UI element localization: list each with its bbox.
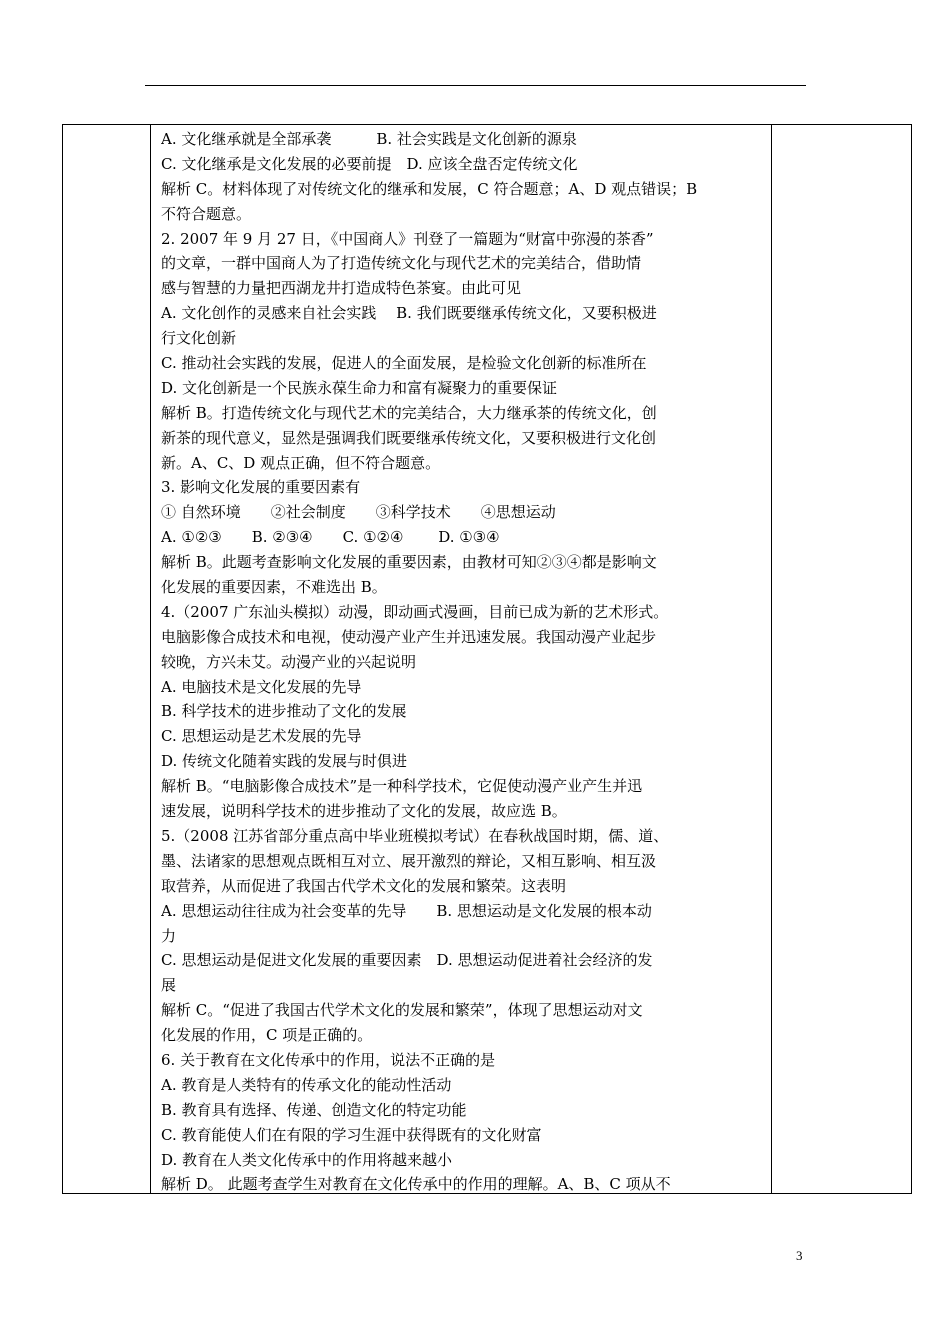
text-line: A. 电脑技术是文化发展的先导 [161, 677, 362, 696]
text-line: A. 文化创作的灵感来自社会实践 B. 我们既要继承传统文化，又要积极进 [161, 304, 657, 323]
text-line: 取营养，从而促进了我国古代学术文化的发展和繁荣。这表明 [161, 876, 567, 895]
text-line: 解析 D。 此题考查学生对教育在文化传承中的作用的理解。A、B、C 项从不 [161, 1175, 671, 1193]
page-number: 3 [796, 1248, 803, 1263]
text-line: C. 文化继承是文化发展的必要前提 D. 应该全盘否定传统文化 [161, 154, 578, 173]
text-line: 3. 影响文化发展的重要因素有 [161, 478, 361, 497]
text-line: D. 传统文化随着实践的发展与时俱进 [161, 752, 408, 771]
text-line: 6. 关于教育在文化传承中的作用，说法不正确的是 [161, 1050, 496, 1069]
text-line: 电脑影像合成技术和电视，使动漫产业产生并迅速发展。我国动漫产业起步 [161, 627, 657, 646]
text-line: 展 [161, 976, 177, 995]
main-content-cell [151, 125, 771, 1193]
text-line: 解析 B。打造传统文化与现代艺术的完美结合，大力继承茶的传统文化，创 [161, 403, 657, 422]
text-line: 感与智慧的力量把西湖龙井打造成特色茶宴。由此可见 [161, 279, 522, 298]
text-line: A. 思想运动往往成为社会变革的先导 B. 思想运动是文化发展的根本动 [161, 901, 652, 920]
text-line: C. 思想运动是艺术发展的先导 [161, 727, 362, 746]
header-rule [145, 85, 806, 86]
text-line: 化发展的重要因素，不难选出 B。 [161, 578, 387, 597]
text-line: C. 教育能使人们在有限的学习生涯中获得既有的文化财富 [161, 1125, 542, 1144]
text-line: 较晚，方兴未艾。动漫产业的兴起说明 [161, 652, 417, 671]
text-line: B. 教育具有选择、传递、创造文化的特定功能 [161, 1100, 467, 1119]
text-line: A. ①②③ B. ②③④ C. ①②④ D. ①③④ [161, 528, 500, 547]
text-line: 墨、法诸家的思想观点既相互对立、展开激烈的辩论，又相互影响、相互汲 [161, 851, 657, 870]
text-line: ① 自然环境 ②社会制度 ③科学技术 ④思想运动 [161, 503, 556, 522]
text-line: 新茶的现代意义，显然是强调我们既要继承传统文化，又要积极进行文化创 [161, 428, 657, 447]
text-line: 2. 2007 年 9 月 27 日，《中国商人》刊登了一篇题为“财富中弥漫的茶香” [161, 229, 654, 248]
content-table [62, 124, 912, 1194]
text-line: 解析 B。“电脑影像合成技术”是一种科学技术，它促使动漫产业产生并迅 [161, 777, 643, 796]
left-column-cell [63, 125, 151, 1193]
text-line: 速发展，说明科学技术的进步推动了文化的发展，故应选 B。 [161, 802, 567, 821]
text-line: 解析 C。“促进了我国古代学术文化的发展和繁荣”，体现了思想运动对文 [161, 1001, 643, 1020]
text-line: 的文章，一群中国商人为了打造传统文化与现代艺术的完美结合，借助情 [161, 254, 642, 273]
text-line: 解析 C。材料体现了对传统文化的继承和发展，C 符合题意；A、D 观点错误；B [161, 179, 698, 198]
right-column-cell [771, 125, 912, 1193]
text-line: 5.（2008 江苏省部分重点高中毕业班模拟考试）在春秋战国时期，儒、道、 [161, 826, 669, 845]
text-line: 不符合题意。 [161, 204, 252, 223]
text-line: 力 [161, 926, 177, 945]
text-line: 4.（2007 广东汕头模拟）动漫，即动画式漫画，目前已成为新的艺术形式。 [161, 602, 669, 621]
text-line: B. 科学技术的进步推动了文化的发展 [161, 702, 407, 721]
question-text-block [161, 127, 766, 1193]
text-line: 化发展的作用，C 项是正确的。 [161, 1026, 373, 1045]
text-line: 新。A、C、D 观点正确，但不符合题意。 [161, 453, 441, 472]
text-line: D. 教育在人类文化传承中的作用将越来越小 [161, 1150, 453, 1169]
text-line: 行文化创新 [161, 329, 237, 348]
text-line: 解析 B。此题考查影响文化发展的重要因素，由教材可知②③④都是影响文 [161, 553, 657, 572]
text-line: A. 教育是人类特有的传承文化的能动性活动 [161, 1075, 452, 1094]
text-line: C. 思想运动是促进文化发展的重要因素 D. 思想运动促进着社会经济的发 [161, 951, 653, 970]
text-line: C. 推动社会实践的发展，促进人的全面发展，是检验文化创新的标准所在 [161, 354, 647, 373]
text-line: D. 文化创新是一个民族永葆生命力和富有凝聚力的重要保证 [161, 378, 558, 397]
text-line: A. 文化继承就是全部承袭 B. 社会实践是文化创新的源泉 [161, 130, 577, 148]
